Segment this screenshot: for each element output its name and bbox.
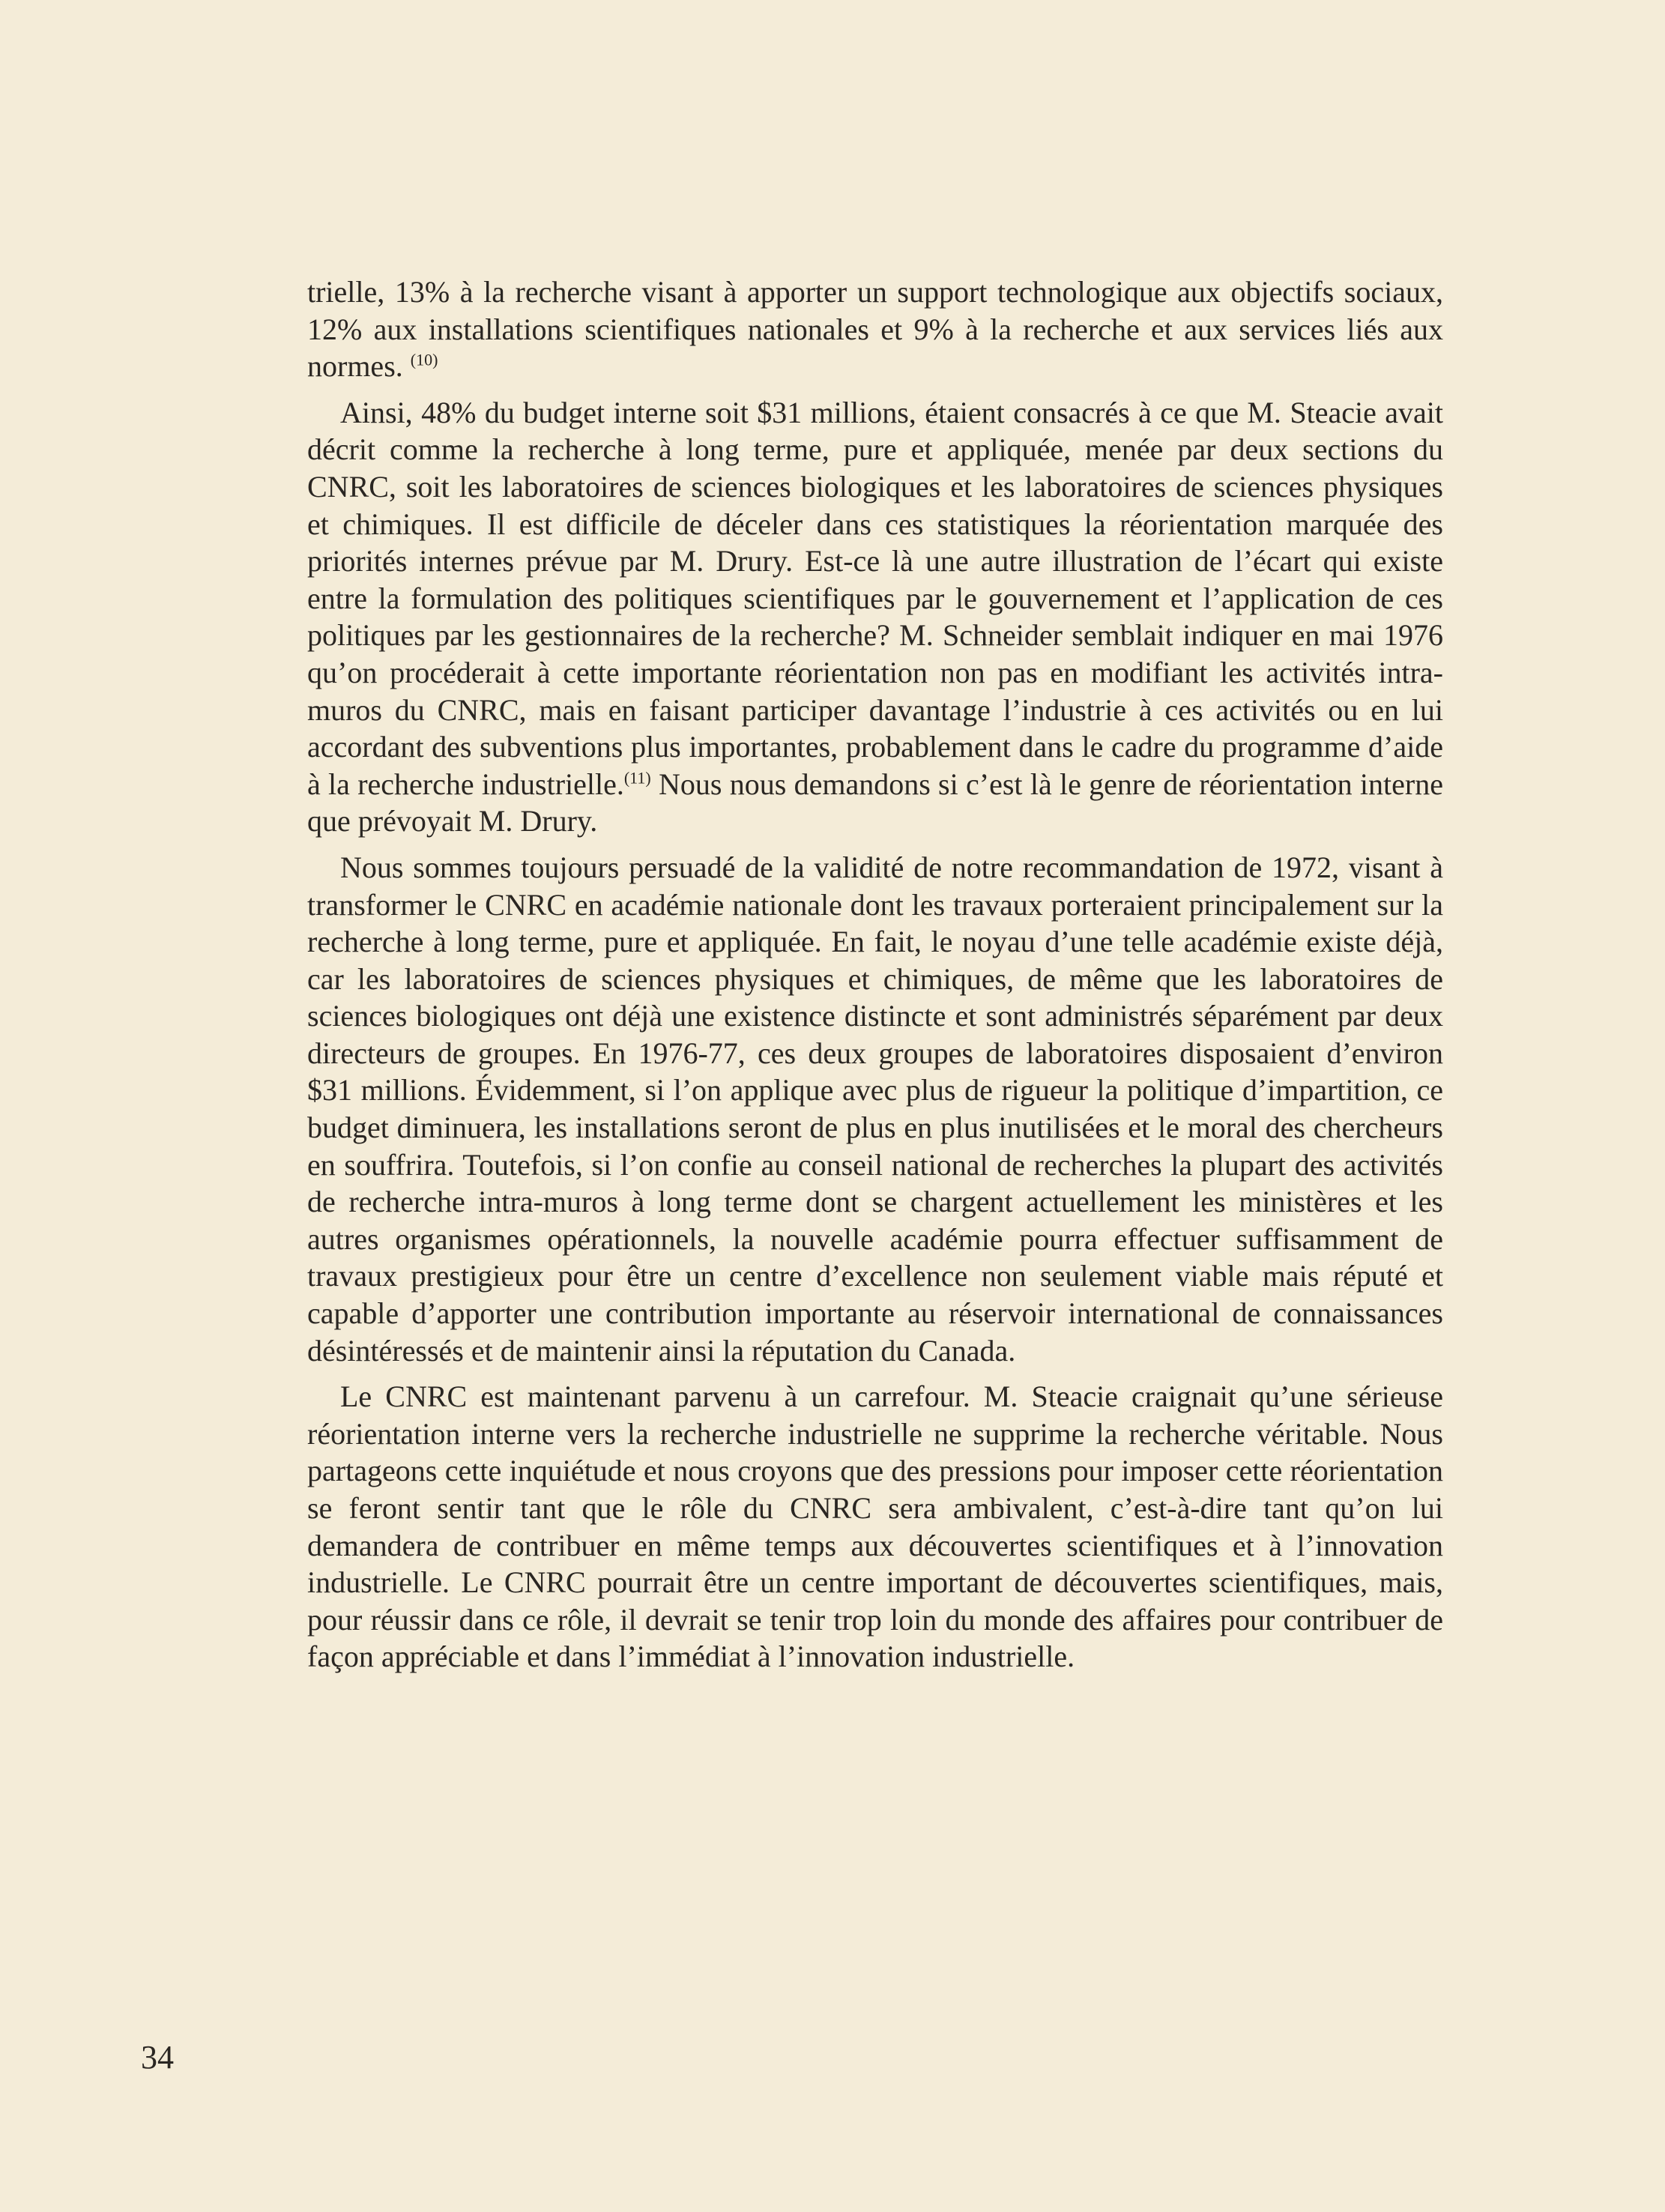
paragraph-4 [307, 1378, 1443, 1675]
paragraph-2-text: Ainsi, 48% du budget interne soit $31 millions, étaient consacrés à ce que M. Steacie avait décrit comme la recherche à long terme, pure et appliquée, menée par deux sections du CNRC, soit les laboratoires de sciences biologiques et les laboratoires de sciences physiques et chimiques. Il est difficile de déceler dans ces statistiques la réorientation marquée des priorités internes prévue par M. Drury. Est-ce là une autre illustration de l’écart qui existe entre la formulation des politiques scientifiques par le gouvernement et l’application de ces politiques par les gestionnaires de la recherche? M. Schneider semblait indiquer en mai 1976 qu’on procéderait à cette importante réorientation non pas en modifiant les activités intra-muros du CNRC, mais en faisant participer davantage l’industrie à ces activités ou en lui accordant des subventions plus importantes, probablement dans le cadre du programme d’aide à la recherche industrielle. [307, 395, 1443, 801]
paragraph-3 [307, 849, 1443, 1369]
footnote-ref-10: (10) [410, 350, 438, 369]
paragraph-4-text: Le CNRC est maintenant parvenu à un carrefour. M. Steacie craignait qu’une sérieuse réorientation interne vers la recherche industrielle ne supprime la recherche véritable. Nous partageons cette inquiétude et nous croyons que des pressions pour imposer cette réorientation se feront sentir tant que le rôle du CNRC sera ambivalent, c’est-à-dire tant qu’on lui demandera de contribuer en même temps aux découvertes scientifiques et à l’innovation industrielle. Le CNRC pourrait être un centre important de découvertes scientifiques, mais, pour réussir dans ce rôle, il devrait se tenir trop loin du monde des affaires pour contribuer de façon appréciable et dans l’immédiat à l’innovation industrielle. [307, 1380, 1443, 1674]
paragraph-1 [307, 274, 1443, 385]
paragraph-3-text: Nous sommes toujours persuadé de la validité de notre recommandation de 1972, visant à transformer le CNRC en académie nationale dont les travaux porteraient principalement sur la recherche à long terme, pure et appliquée. En fait, le noyau d’une telle académie existe déjà, car les laboratoires de sciences physiques et chimiques, de même que les laboratoires de sciences biologiques ont déjà une existence distincte et sont administrés séparément par deux directeurs de groupes. En 1976-77, ces deux groupes de laboratoires disposaient d’environ $31 millions. Évidemment, si l’on applique avec plus de rigueur la politique d’impartition, ce budget diminuera, les installations seront de plus en plus inutilisées et le moral des chercheurs en souffrira. Toutefois, si l’on confie au conseil national de recherches la plupart des activités de recherche intra-muros à long terme dont se chargent actuellement les ministères et les autres organismes opérationnels, la nouvelle académie pourra effectuer suffisamment de travaux prestigieux pour être un centre d’excellence non seulement viable mais réputé et capable d’apporter une contribution importante au réservoir international de connaissances désintéressés et de maintenir ainsi la réputation du Canada. [307, 850, 1443, 1368]
footnote-ref-11: (11) [623, 768, 651, 788]
paragraph-2-text-after: Nous nous demandons si c’est là le genre de réorientation interne que prévoyait M. Drury. [307, 767, 1443, 838]
page-number: 34 [141, 2039, 174, 2076]
paragraph-2 [307, 394, 1443, 840]
paragraph-1-text: trielle, 13% à la recherche visant à apporter un support technologique aux objectifs sociaux, 12% aux installations scientifiques nationales et 9% à la recherche et aux services liés aux normes. [307, 275, 1443, 384]
body-text [307, 274, 1443, 1684]
